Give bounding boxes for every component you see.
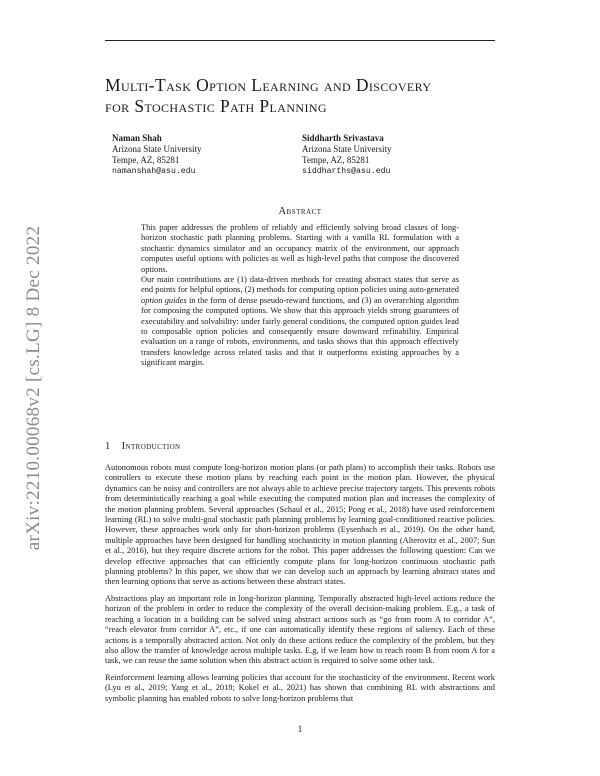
- intro-paragraph: Autonomous robots must compute long-horizon motion plans (or path plans) to accomplish their tasks. Robots use controllers to execute these motion plans by reaching each point in the motion plan. However, the physical dynamics can be noisy and controllers are not always able to achieve precise trajectory targets. This prevents robots from deterministically reaching a goal while executing the computed motion plan and increases the complexity of the motion planning problem. Several approaches (Schaul et al., 2015; Pong et al., 2018) have used reinforcement learning (RL) to solve multi-goal stochastic path planning problems by learning goal-conditioned reactive policies. However, these approaches work only for short-horizon problems (Eysenbach et al., 2019). On the other hand, multiple approaches have been designed for handling stochasticity in motion planning (Alterovitz et al., 2007; Sun et al., 2016), but they require discrete actions for the robot. This paper addresses the following question: Can we develop effective approaches that can efficiently compute plans for long-horizon continuous stochastic path planning problems? In this paper, we show that we can develop such an approach by learning abstract states and then learning options that serve as actions between these abstract states.: [105, 463, 495, 587]
- author-email[interactable]: namanshah@asu.edu: [112, 167, 196, 176]
- paper-title: [105, 75, 500, 117]
- intro-paragraph: Abstractions play an important role in long-horizon planning. Temporally abstracted high-level actions reduce the horizon of the problem in order to reduce the complexity of the overall decision-making problem. E.g., a task of reaching a location in a building can be solved using abstract actions such as “go from room A to corridor A”, “reach elevator from corridor A”, etc., if one can automatically identify these regions of saliency. Each of these actions is a temporally abstracted action. Not only do these actions reduce the complexity of the problem, but they also allow the transfer of knowledge across multiple tasks. E.g, if we learn how to reach room B from room A for a task, we can reuse the same solution when this abstract action is required to solve some other task.: [105, 593, 495, 666]
- author-block-1: [112, 133, 201, 177]
- introduction-body: [105, 463, 495, 710]
- author-affiliation: Arizona State University: [112, 144, 202, 154]
- author-block-2: [302, 133, 391, 177]
- page-number: 1: [297, 724, 303, 734]
- abstract-text: in the form of dense pseudo-reward functions, and (3) an overarching algorithm for composing the computed options. We show that this approach yields strong guarantees of executability and solvability: under fairly general conditions, the computed option guides lead to composable option policies and consequently ensure downward refinability. Empirical evaluation on a range of robots, environments, and tasks shows that this approach effectively transfers knowledge across related tasks and that it outperforms existing approaches by a significant margin.: [141, 295, 459, 368]
- author-address: Tempe, AZ, 85281: [302, 155, 370, 165]
- abstract-paragraph-1: This paper addresses the problem of reliably and efficiently solving broad classes of long-horizon stochastic path planning problems. Starting with a vanilla RL formulation with a stochastic dynamics simulator and an occupancy matrix of the environment, our approach computes useful options with policies as well as high-level paths that compose the discovered options.: [141, 223, 459, 274]
- author-email[interactable]: siddharths@asu.edu: [302, 167, 391, 176]
- abstract-paragraph-2: [141, 275, 459, 369]
- abstract-text: Our main contributions are (1) data-driven methods for creating abstract states that serve as end points for helpful options, (2) methods for computing option policies using auto-generated: [141, 275, 459, 295]
- arxiv-stamp: arXiv:2210.00068v2 [cs.LG] 8 Dec 2022: [23, 225, 44, 551]
- section-heading: [105, 441, 181, 452]
- author-name: Siddharth Srivastava: [302, 133, 384, 143]
- intro-paragraph: Reinforcement learning allows learning policies that account for the stochasticity of the environment. Recent work (Lyu et al., 2019; Yang et al., 2018; Kokel et al., 2021) has shown that combining RL with abstractions and symbolic planning has enabled robots to solve long-horizon problems that: [105, 672, 495, 703]
- section-number: 1: [105, 441, 111, 452]
- title-line-1: Multi-Task Option Learning and Discovery: [105, 75, 432, 95]
- abstract-heading: Abstract: [278, 206, 322, 217]
- author-name: Naman Shah: [112, 133, 162, 143]
- top-rule: [105, 40, 495, 41]
- abstract-body: [141, 223, 459, 369]
- author-affiliation: Arizona State University: [302, 144, 392, 154]
- abstract-emphasis: option guides: [141, 295, 187, 305]
- section-title: Introduction: [121, 441, 181, 452]
- author-address: Tempe, AZ, 85281: [112, 155, 180, 165]
- title-line-2: for Stochastic Path Planning: [105, 96, 327, 116]
